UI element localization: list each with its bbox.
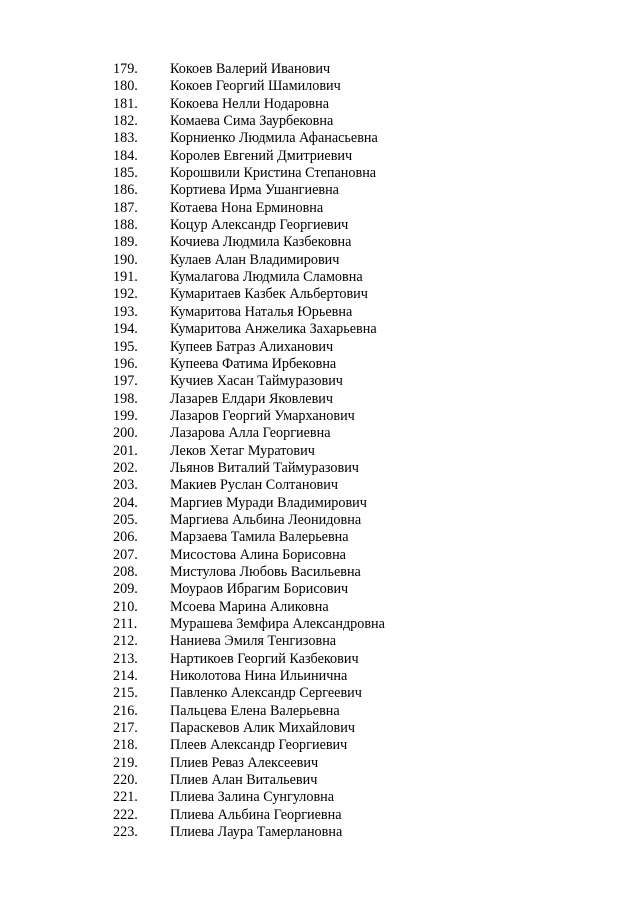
list-item-name: Коцур Александр Георгиевич — [170, 217, 349, 234]
list-item-number: 183. — [113, 130, 138, 147]
list-item — [0, 304, 640, 321]
list-item-number: 222. — [113, 806, 138, 823]
list-item — [0, 772, 640, 789]
list-item-number: 197. — [113, 373, 138, 390]
list-item-number: 203. — [113, 477, 138, 494]
list-item-name: Корошвили Кристина Степановна — [170, 165, 377, 182]
list-item-name: Кокоева Нелли Нодаровна — [170, 95, 330, 112]
list-item-number: 190. — [113, 251, 138, 268]
list-item-number: 200. — [113, 425, 138, 442]
list-item-name: Нартикоев Георгий Казбекович — [170, 650, 359, 667]
list-item — [0, 651, 640, 668]
list-item — [0, 234, 640, 251]
list-item — [0, 373, 640, 390]
list-item — [0, 529, 640, 546]
list-item-name: Кортиева Ирма Ушангиевна — [170, 182, 339, 199]
list-item — [0, 443, 640, 460]
list-item — [0, 668, 640, 685]
list-item — [0, 182, 640, 199]
list-item — [0, 720, 640, 737]
list-item — [0, 599, 640, 616]
list-item — [0, 755, 640, 772]
list-item — [0, 789, 640, 806]
list-item-number: 217. — [113, 720, 138, 737]
list-item-number: 198. — [113, 390, 138, 407]
list-item-number: 205. — [113, 511, 138, 528]
list-item — [0, 356, 640, 373]
list-item-name: Комаева Сима Заурбековна — [170, 113, 334, 130]
list-item — [0, 113, 640, 130]
list-item-name: Параскевов Алик Михайлович — [170, 720, 355, 737]
list-item — [0, 460, 640, 477]
list-item — [0, 581, 640, 598]
list-item-name: Лазаров Георгий Умарханович — [170, 407, 355, 424]
list-item-name: Мисостова Алина Борисовна — [170, 546, 346, 563]
list-item-name: Пальцева Елена Валерьевна — [170, 702, 340, 719]
list-item-name: Плиев Реваз Алексеевич — [170, 754, 319, 771]
list-item-name: Моураов Ибрагим Борисович — [170, 581, 349, 598]
list-item-number: 180. — [113, 78, 138, 95]
list-item-name: Льянов Виталий Таймуразович — [170, 459, 359, 476]
list-item-name: Кучиев Хасан Таймуразович — [170, 373, 343, 390]
list-item-name: Кумаритова Анжелика Захарьевна — [170, 321, 377, 338]
list-item-name: Кулаев Алан Владимирович — [170, 251, 340, 268]
list-item-name: Мистулова Любовь Васильевна — [170, 563, 361, 580]
list-item-name: Котаева Нона Ерминовна — [170, 199, 324, 216]
list-item — [0, 391, 640, 408]
list-item — [0, 408, 640, 425]
list-item — [0, 616, 640, 633]
list-item-number: 182. — [113, 113, 138, 130]
list-item-name: Лазарев Елдари Яковлевич — [170, 390, 333, 407]
list-item-name: Кочиева Людмила Казбековна — [170, 234, 352, 251]
list-item-name: Макиев Руслан Солтанович — [170, 477, 338, 494]
list-item-name: Корниенко Людмила Афанасьевна — [170, 130, 378, 147]
list-item-number: 188. — [113, 217, 138, 234]
list-item-number: 191. — [113, 269, 138, 286]
list-item-name: Кокоев Георгий Шамилович — [170, 78, 341, 95]
list-item-number: 221. — [113, 789, 138, 806]
list-item-name: Кумалагова Людмила Сламовна — [170, 269, 363, 286]
list-item-name: Мурашева Земфира Александровна — [170, 616, 385, 632]
list-item — [0, 200, 640, 217]
list-item-name: Плеев Александр Георгиевич — [170, 737, 348, 754]
name-list — [0, 61, 640, 841]
list-item-number: 213. — [113, 650, 138, 667]
list-item-name: Маргиев Муради Владимирович — [170, 494, 367, 511]
list-item-number: 220. — [113, 772, 138, 789]
list-item — [0, 148, 640, 165]
list-item-name: Николотова Нина Ильинична — [170, 668, 348, 685]
list-item-number: 199. — [113, 407, 138, 424]
list-item — [0, 633, 640, 650]
list-item-name: Лазарова Алла Георгиевна — [170, 425, 331, 442]
list-item — [0, 495, 640, 512]
list-item — [0, 703, 640, 720]
list-item-number: 209. — [113, 581, 138, 598]
list-item-number: 181. — [113, 95, 138, 112]
list-item-number: 219. — [113, 754, 138, 771]
list-item-number: 196. — [113, 355, 138, 372]
list-item — [0, 252, 640, 269]
list-item — [0, 165, 640, 182]
list-item — [0, 512, 640, 529]
list-item-number: 185. — [113, 165, 138, 182]
list-item — [0, 269, 640, 286]
list-item — [0, 807, 640, 824]
list-item-number: 211. — [113, 616, 138, 632]
list-item-number: 216. — [113, 702, 138, 719]
list-item-name: Кокоев Валерий Иванович — [170, 61, 331, 77]
list-item-number: 223. — [113, 824, 138, 841]
list-item-number: 206. — [113, 529, 138, 546]
list-item — [0, 824, 640, 841]
list-item — [0, 96, 640, 113]
list-item-name: Плиева Альбина Георгиевна — [170, 806, 342, 823]
list-item-name: Марзаева Тамила Валерьевна — [170, 529, 349, 546]
list-item-number: 194. — [113, 321, 138, 338]
list-item-number: 201. — [113, 442, 138, 459]
list-item — [0, 321, 640, 338]
list-item-number: 212. — [113, 633, 138, 650]
list-item — [0, 78, 640, 95]
list-item-number: 215. — [113, 685, 138, 702]
list-item-number: 202. — [113, 459, 138, 476]
list-item — [0, 130, 640, 147]
list-item-name: Купеева Фатима Ирбековна — [170, 355, 337, 372]
list-item-number: 218. — [113, 737, 138, 754]
list-item-name: Леков Хетаг Муратович — [170, 442, 315, 459]
list-item-number: 187. — [113, 199, 138, 216]
list-item-name: Павленко Александр Сергеевич — [170, 685, 362, 702]
list-item-number: 210. — [113, 598, 138, 615]
list-item — [0, 477, 640, 494]
list-item — [0, 547, 640, 564]
list-item — [0, 217, 640, 234]
list-item-number: 192. — [113, 286, 138, 303]
list-item — [0, 339, 640, 356]
list-item — [0, 425, 640, 442]
list-item-number: 189. — [113, 234, 138, 251]
list-item-name: Мсоева Марина Аликовна — [170, 598, 329, 615]
list-item-name: Маргиева Альбина Леонидовна — [170, 511, 362, 528]
list-item-number: 184. — [113, 147, 138, 164]
list-item-number: 208. — [113, 563, 138, 580]
list-item-number: 207. — [113, 546, 138, 563]
list-item — [0, 61, 640, 78]
list-item-name: Кумаритова Наталья Юрьевна — [170, 303, 353, 320]
list-item-number: 193. — [113, 303, 138, 320]
list-item-name: Плиева Залина Сунгуловна — [170, 789, 335, 806]
list-item-number: 186. — [113, 182, 138, 199]
list-item-number: 214. — [113, 668, 138, 685]
list-item — [0, 564, 640, 581]
list-item-name: Кумаритаев Казбек Альбертович — [170, 286, 368, 303]
list-item-number: 179. — [113, 61, 138, 77]
list-item — [0, 286, 640, 303]
list-item — [0, 685, 640, 702]
list-item-name: Плиева Лаура Тамерлановна — [170, 824, 343, 841]
list-item-number: 204. — [113, 494, 138, 511]
list-item-number: 195. — [113, 338, 138, 355]
list-item-name: Купеев Батраз Алиханович — [170, 338, 334, 355]
list-item-name: Плиев Алан Витальевич — [170, 772, 318, 789]
list-item — [0, 737, 640, 754]
list-item-name: Наниева Эмиля Тенгизовна — [170, 633, 337, 650]
list-item-name: Королев Евгений Дмитриевич — [170, 147, 353, 164]
